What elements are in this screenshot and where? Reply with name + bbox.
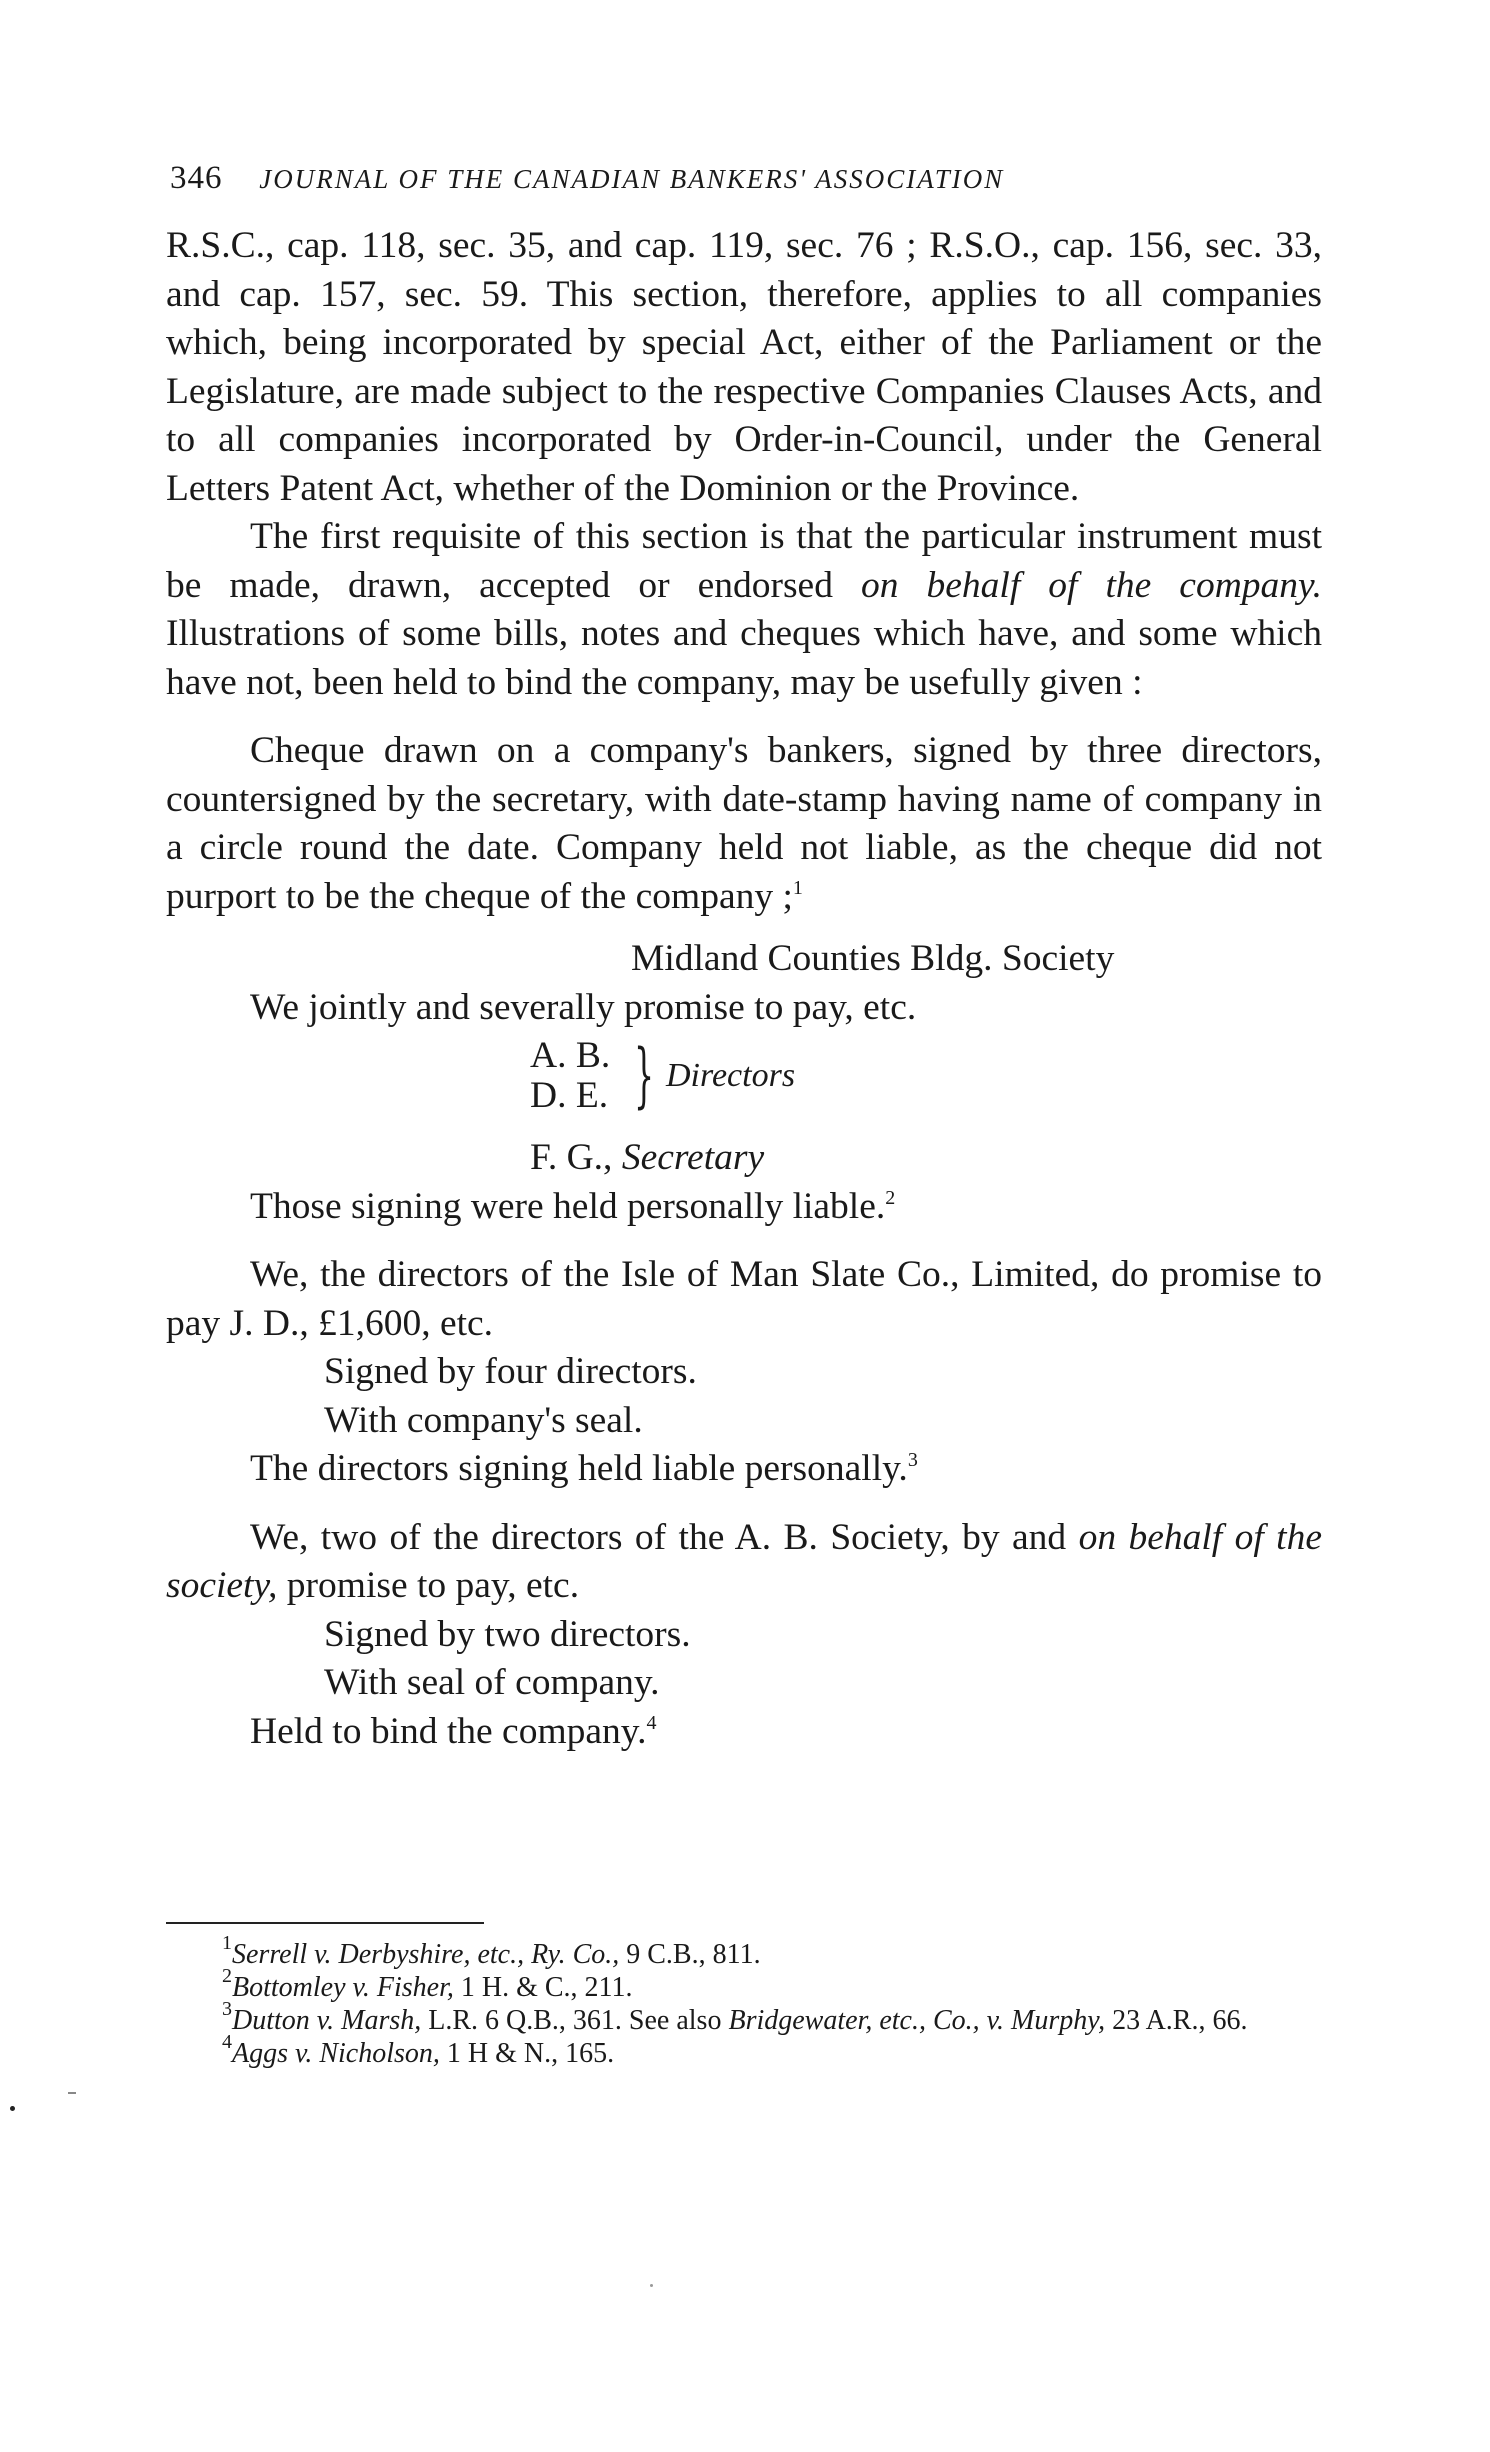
example-midland	[166, 935, 1322, 1231]
paragraph-requisite: The first requisite of this section is that the particular instrument must be made, drawn, accepted or endorsed on behalf of the company. Illustrations of some bills, notes and cheques which have, and some which have not, been held to bind the company, may be usefully given :	[166, 516, 1322, 703]
footnote-ref-4: 4	[646, 1711, 657, 1734]
secretary-signature: F. G., Secretary	[530, 1137, 765, 1178]
footnote-ref-3: 3	[907, 1449, 918, 1471]
footnote-ref-1: 1	[792, 876, 803, 899]
footnote-1: $^1$Serrell v. Derbyshire, etc., Ry. Co., 9 C.B., 811.	[222, 1932, 761, 1970]
holding-text: Those signing were held personally liable.$^2$	[250, 1185, 896, 1227]
footnote-ref-2: 2	[885, 1186, 896, 1209]
signer-de: D. E.	[530, 1075, 609, 1116]
promise-text: We, the directors of the Isle of Man Slate Co., Limited, do promise to pay J. D., £1,600, etc.	[166, 1254, 1322, 1344]
holding-text: Held to bind the company.$^4$	[250, 1710, 657, 1752]
scan-speck	[650, 2284, 653, 2287]
signed-line: Signed by four directors.	[324, 1351, 697, 1392]
signer-ab: A. B.	[530, 1035, 611, 1076]
running-title: JOURNAL OF THE CANADIAN BANKERS' ASSOCIATION	[259, 164, 1005, 194]
paragraph-cheque-example: Cheque drawn on a company's bankers, signed by three directors, countersigned by the secretary, with date-stamp having name of company in a circle round the date. Company held not liable, as the cheque did not purport to be the cheque of the company ;$^1$	[166, 730, 1322, 917]
scan-speck	[10, 2106, 15, 2111]
example-isle-of-man	[166, 1251, 1322, 1494]
holding-text: The directors signing held liable personally.$^3$	[250, 1448, 918, 1489]
footnotes	[158, 1932, 1318, 2070]
seal-line: With seal of company.	[324, 1662, 660, 1703]
director-signatures	[530, 1032, 1322, 1134]
seal-line: With company's seal.	[324, 1399, 643, 1441]
page-body	[166, 222, 1322, 1756]
society-name: Midland Counties Bldg. Society	[631, 938, 1115, 979]
promise-text: We jointly and severally promise to pay, etc.	[250, 986, 917, 1028]
signed-line: Signed by two directors.	[324, 1613, 691, 1655]
paragraph-statutes: R.S.C., cap. 118, sec. 35, and cap. 119, sec. 76 ; R.S.O., cap. 156, sec. 33, and cap. 157, sec. 59. This section, therefore, applies to all companies which, being incorporated by special Act, either of the Parliament or the Legislature, are made subject to the respective Companies Clauses Acts, and to all companies incorporated by Order-in-Council, under the General Letters Patent Act, whether of the Dominion or the Province.	[166, 225, 1322, 509]
example-ab-society	[166, 1514, 1322, 1757]
directors-label: Directors	[666, 1057, 796, 1094]
footnote-2: $^2$Bottomley v. Fisher, 1 H. & C., 211.	[222, 1965, 633, 2003]
promise-text: We, two of the directors of the A. B. Society, by and on behalf of the society, promise to pay, etc.	[166, 1516, 1322, 1606]
page-number: 346	[170, 160, 223, 196]
footnote-rule	[166, 1922, 484, 1924]
brace-glyph: }	[634, 1034, 655, 1116]
footnote-3: $^3$Dutton v. Marsh, L.R. 6 Q.B., 361. See also Bridgewater, etc., Co., v. Murphy, 23 A.R., 66.	[222, 1998, 1248, 2036]
page-header	[170, 160, 1004, 197]
scan-mark	[68, 2092, 76, 2094]
footnote-4: $^4$Aggs v. Nicholson, 1 H & N., 165.	[222, 2031, 615, 2069]
